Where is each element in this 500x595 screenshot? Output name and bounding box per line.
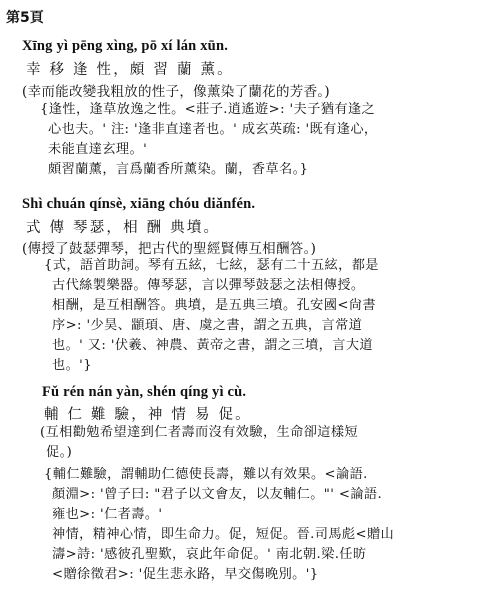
translation-line: 促。) [46,445,73,460]
translation-line: (互相勸勉希望達到仁者壽而沒有效驗，生命卻這樣短 [40,425,359,440]
translation-3 [40,423,358,463]
pinyin-line-1: Xīng yì pēng xìng, pō xí lán xūn. [22,38,229,54]
page-number: 第5頁 [6,10,44,26]
annotation-line: 相酬，是互相酬答。典墳，是五典三墳。孔安國<尙書 [52,298,376,313]
verse-line-3: 輔 仁 難 驗，神 情 易 促。 [44,407,252,423]
pinyin-line-3: Fǔ rén nán yàn, shén qíng yì cù. [42,384,247,400]
annotation-line: {輔仁難驗，謂輔助仁德使長壽，難以有效果。<論語. [44,467,368,482]
verse-line-1: 幸 移 逢 性，頗 習 蘭 薰。 [26,62,234,78]
pinyin-line-2: Shì chuán qínsè, xiāng chóu diǎnfén. [22,196,256,212]
annotation-line: 頗習蘭薰，言爲蘭香所薰染。蘭，香草名。} [48,162,309,177]
annotation-line: {逢性，逢草放逸之性。<莊子.逍遙遊>: '夫子猶有逢之 [40,102,376,117]
annotation-line: 心也夫。' 注: '逢非直達者也。' 成玄英疏: '既有逢心， [48,122,378,137]
annotation-3 [44,465,394,585]
annotation-line: 也。' 又: '伏羲、神農、黃帝之書，謂之三墳，言大道 [52,338,374,353]
annotation-line: 雍也>: '仁者壽。' [52,507,163,522]
annotation-line: 神情，精神心情，即生命力。促，短促。晉.司馬彪<贈山 [52,527,395,542]
annotation-line: 未能直達玄理。' [48,142,148,157]
verse-line-2: 式 傳 琴瑟，相 酬 典墳。 [26,220,221,236]
annotation-line: 古代絲製樂器。傳琴瑟，言以彈琴鼓瑟之法相傳授。 [52,278,365,293]
annotation-line: 也。'} [52,358,92,373]
annotation-line: 顏淵>: '曾子曰: "君子以文會友，以友輔仁。"' <論語. [52,487,383,502]
annotation-line: 濤>詩: '感彼孔聖歎，哀此年命促。' 南北朝.梁.任昉 [52,547,367,562]
annotation-1 [40,100,378,180]
annotation-line: {式，語首助詞。琴有五絃，七絃，瑟有二十五絃，都是 [44,258,379,273]
annotation-2 [44,256,379,376]
annotation-line: <贈徐徵君>: '促生悲永路，早交傷晚別。'} [52,567,319,582]
translation-1: (幸而能改變我粗放的性子，像薰染了蘭花的芳香。) [22,84,330,100]
annotation-line: 序>: '少昊、顓頊、唐、虞之書，謂之五典，言常道 [52,318,363,333]
translation-2: (傳授了鼓瑟彈琴，把古代的聖經賢傳互相酬答。) [22,241,317,257]
